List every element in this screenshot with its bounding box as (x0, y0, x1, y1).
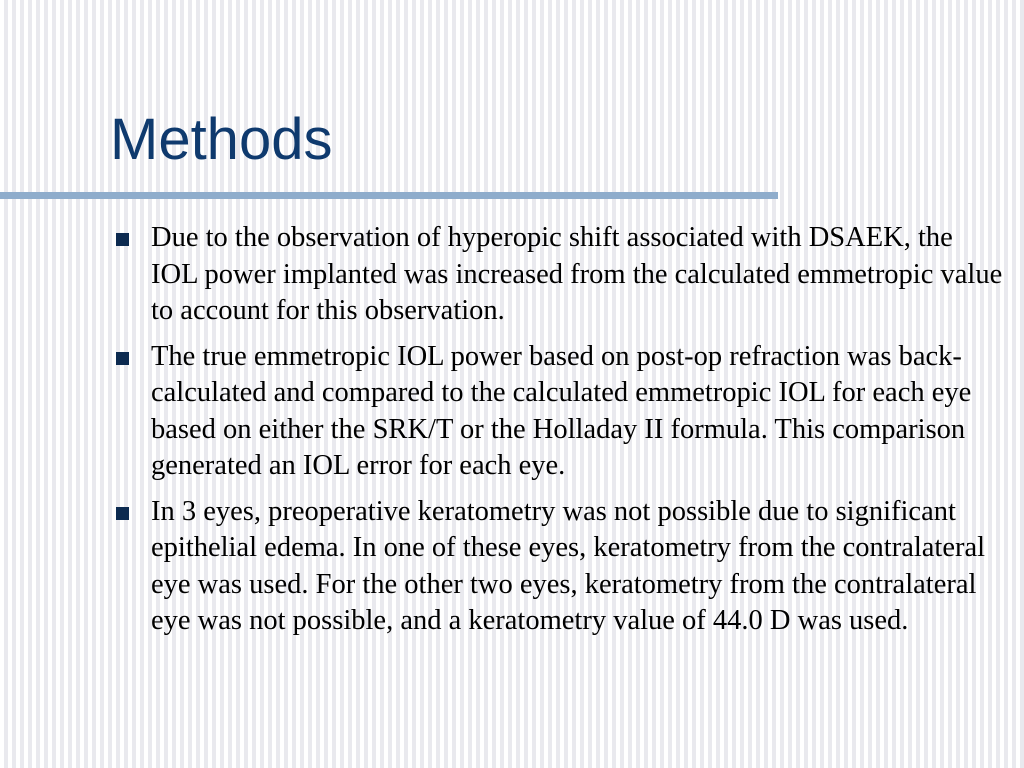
bullet-item (116, 494, 1006, 640)
bullet-item (116, 339, 1006, 485)
slide-title: Methods (110, 107, 333, 172)
square-bullet-icon (116, 507, 129, 520)
bullet-item (116, 220, 1006, 330)
bullet-text: Due to the observation of hyperopic shift associated with DSAEK, the IOL power implanted was increased from the calculated emmetropic value to account for this observation. (151, 222, 1003, 326)
square-bullet-icon (116, 233, 129, 246)
title-divider (0, 192, 778, 199)
bullet-text: In 3 eyes, preoperative keratometry was not possible due to significant epithelial edema. In one of these eyes, keratometry from the contralateral eye was used. For the other two eyes, keratometry from the contralateral eye was not possible, and a keratometry value of 44.0 D was used. (151, 495, 986, 636)
bullet-list (116, 220, 1006, 649)
bullet-text: The true emmetropic IOL power based on post-op refraction was back-calculated and compared to the calculated emmetropic IOL for each eye based on either the SRK/T or the Holladay II formula. This comparison generated an IOL error for each eye. (151, 340, 972, 481)
square-bullet-icon (116, 352, 129, 365)
